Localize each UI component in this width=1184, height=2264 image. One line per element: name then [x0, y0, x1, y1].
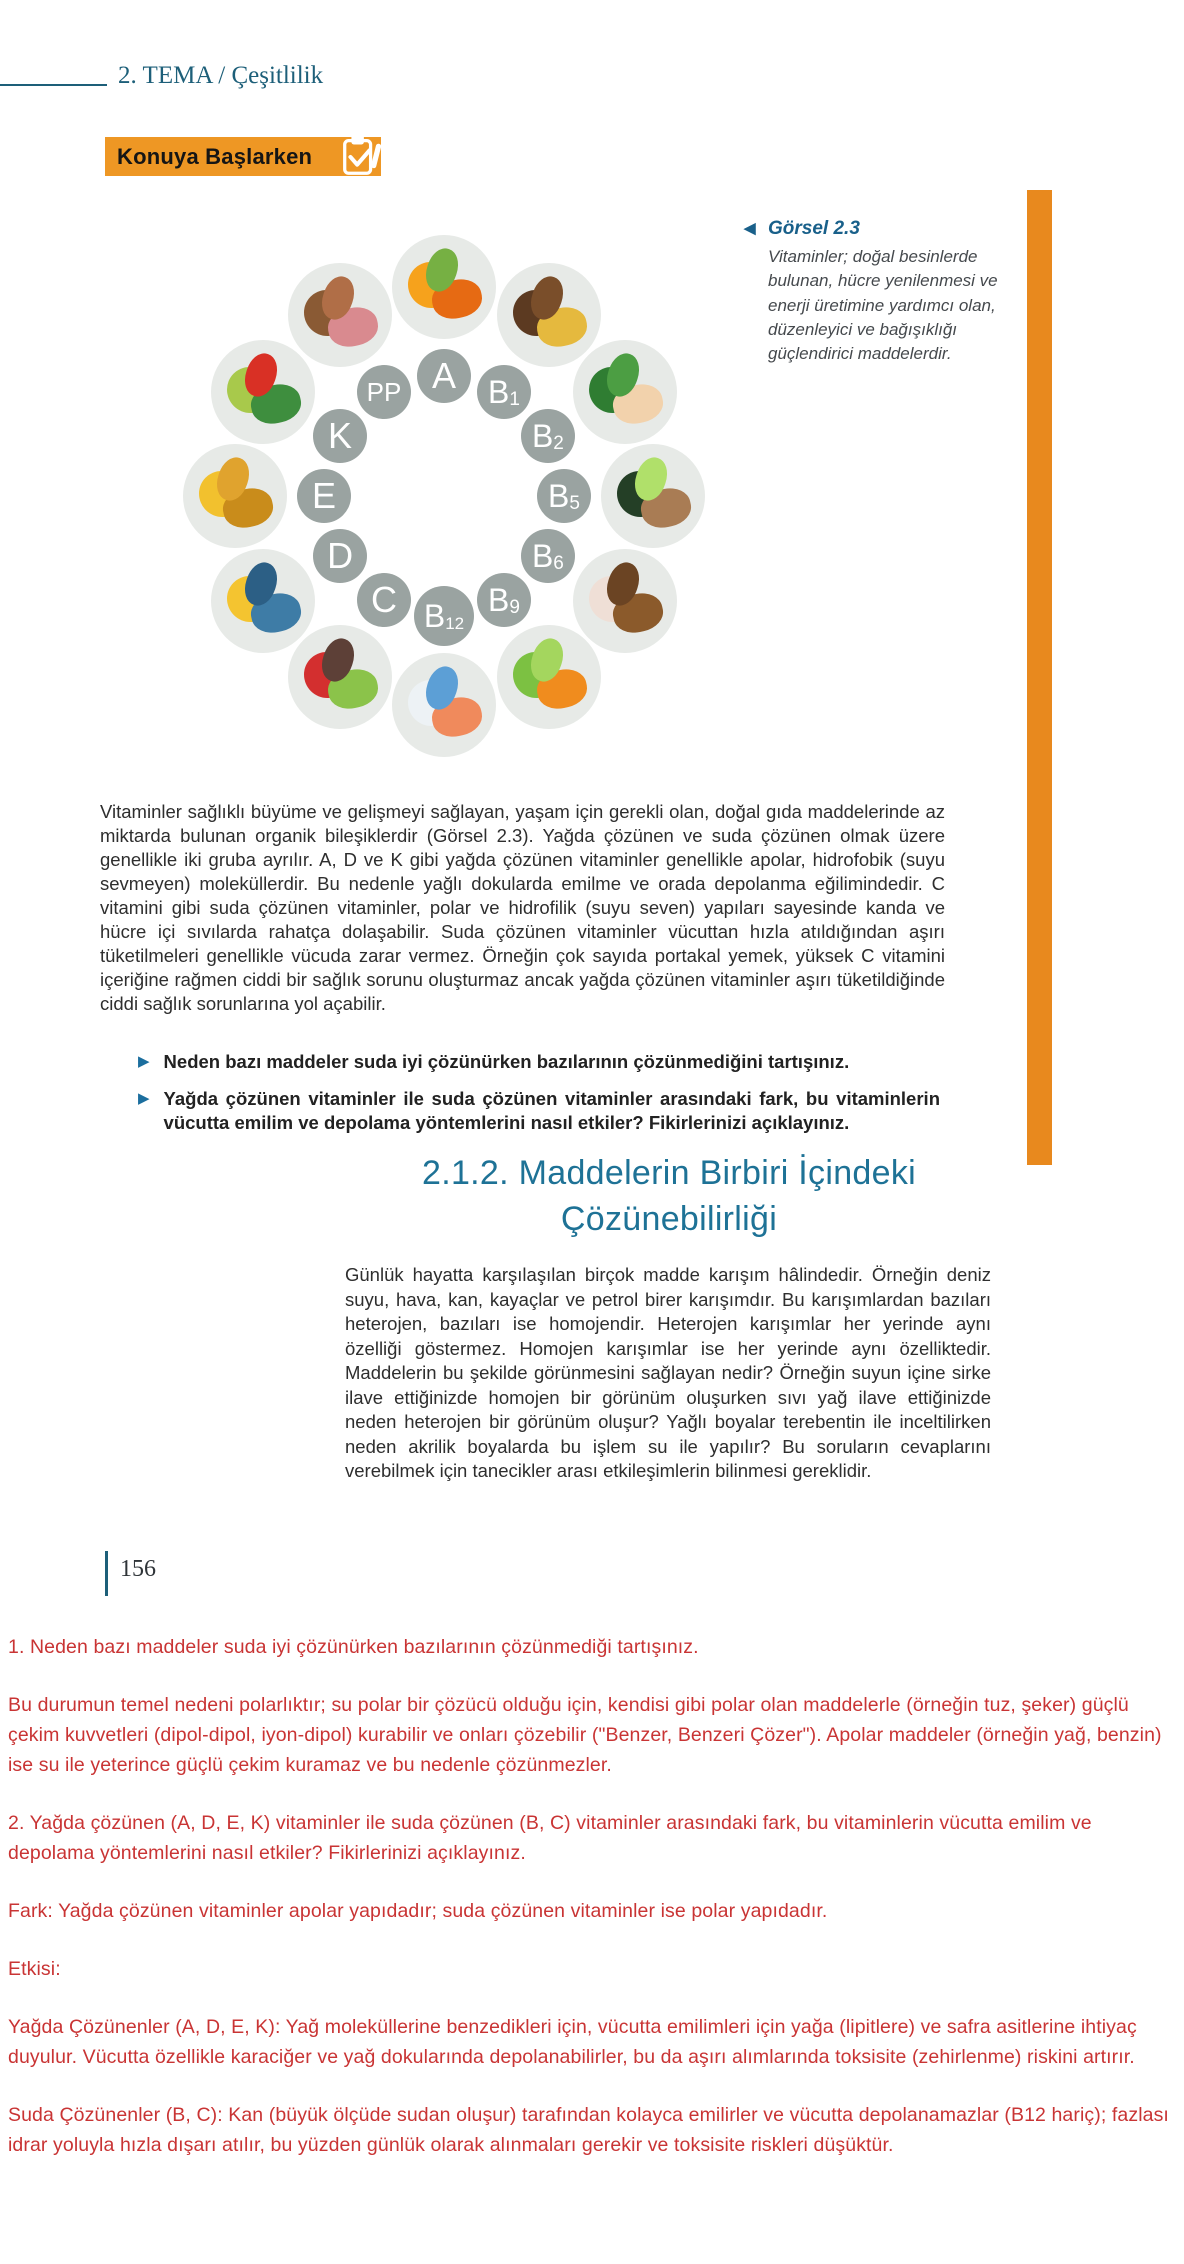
food-avocado-mushrooms — [601, 444, 705, 548]
caption-arrow-icon: ◀ — [744, 220, 756, 237]
bullet-item — [138, 1087, 940, 1135]
vitamin-letter: B — [423, 598, 446, 634]
answer-paragraph: Etkisi: — [8, 1958, 61, 1980]
food-milk-salmon — [392, 653, 496, 757]
food-cheese-fish — [211, 549, 315, 653]
vitamin-letter-subscript: 1 — [509, 389, 520, 411]
vitamin-letter: A — [431, 355, 456, 396]
vitamin-A — [417, 349, 471, 403]
vitamin-letter: B — [488, 374, 510, 411]
answer-paragraph: Bu durumun temel nedeni polarlıktır; su polar bir çözücü olduğu için, kendisi gibi polar olan maddelerle (örneğin tuz, şeker) güçlü çekim kuvvetleri (dipol-dipol, iyon-dipol) kurabilir ve onları çözebilir ("Benzer, Benzeri Çözer"). Apolar maddeler (örneğin yağ, benzin) ise su ile yeterince güçlü çekim kuramaz ve bu nedenle çözünmezler. — [8, 1694, 1162, 1776]
vitamin-letter: D — [327, 535, 354, 576]
answer-paragraph: 1. Neden bazı maddeler suda iyi çözünürken bazılarının çözünmediği tartışınız. — [8, 1636, 699, 1658]
intro-paragraph: Vitaminler sağlıklı büyüme ve gelişmeyi sağlayan, yaşam için gerekli olan, doğal gıda maddelerinde az miktarda bulunan organik bileşiklerdir (Görsel 2.3). Yağda çözünen ve suda çözünen olmak üzere genellikle iki gruba ayrılır. A, D ve K gibi yağda çözünen vitaminler genellikle apolar, hidrofobik (suyu sevmeyen) moleküllerdir. Bu nedenle yağlı dokularda emilme ve orada depolanma eğilimindedir. C vitamini gibi suda çözünen vitaminler, polar ve hidrofilik (suyu seven) yapıları sayesinde kanda ve hücre içi sıvılarda rahatça dolaşabilir. Suda çözünen vitaminler vücuttan hızla atıldığından aşırı tüketilmeleri genellikle vücuda zarar vermez. Örneğin çok sayıda portakal yemek, yüksek C vitamini içeriğine rağmen ciddi bir sağlık sorunu oluşturmaz ancak yağda çözünen vitaminler aşırı tüketildiğinde ciddi sağlık sorunlarına yol açabilir. — [100, 801, 945, 1014]
answers-section — [8, 1632, 1178, 2188]
food-garlic-walnuts — [573, 549, 677, 653]
figure-caption-text: Vitaminler; doğal besinlerde bulunan, hücre yenilenmesi ve enerji üretimine yardımcı olan, düzenleyici ve bağışıklığı güçlendirici maddelerdir. — [768, 247, 998, 364]
page-number: 156 — [120, 1556, 156, 1582]
vitamin-letter-subscript: 9 — [509, 596, 520, 618]
vitamin-B5 — [537, 469, 591, 523]
answer-paragraph: 2. Yağda çözünen (A, D, E, K) vitaminler ile suda çözünen (B, C) vitaminler arasındaki fark, bu vitaminlerin vücutta emilim ve depolama yöntemlerini nasıl etkiler? Fikirlerinizi açıklayınız. — [8, 1812, 1092, 1864]
vitamin-letter-subscript: 12 — [445, 614, 465, 633]
section-paragraph: Günlük hayatta karşılaşılan birçok madde karışım hâlindedir. Örneğin deniz suyu, hava, kan, kayaçlar ve petrol birer karışımdır. Bu karışımlardan bazıları heterojen, bazıları ise homojendir. Heterojen karışımlar her yerinde aynı özelliği göstermez. Homojen karışımlar ise her yerinde aynı özelliktedir. Maddelerin bu şekilde görünmesini sağlayan nedir? Örneğin suyun içine sirke ilave ettiğinizde homojen bir görünüm oluşurken sıvı yağ ilave ettiğinizde neden heterojen bir görünüm oluşur? Yağlı boyalar terebentin ile inceltilirken neden akrilik boyalarda bu işlem su ile yapılır? Bu soruların cevaplarını verebilmek için tanecikler arası etkileşimlerin bilinmesi gereklidir. — [345, 1264, 991, 1481]
figure-caption-title — [744, 218, 1006, 240]
section-heading-line1: 2.1.2. Maddelerin Birbiri İçindeki — [422, 1154, 916, 1192]
food-oranges-carrot — [392, 235, 496, 339]
food-cabbage-papaya — [497, 625, 601, 729]
bullet-arrow-icon: ▶ — [138, 1053, 150, 1070]
vitamin-letter: B — [488, 581, 510, 618]
figure-caption-number: Görsel 2.3 — [768, 218, 860, 239]
vitamin-letter-subscript: 6 — [553, 553, 564, 574]
vitamin-letter-subscript: 5 — [569, 493, 580, 514]
header-rule — [0, 84, 107, 86]
food-bread-potatoes — [497, 263, 601, 367]
vitamin-E — [297, 469, 351, 523]
bullet-text: Neden bazı maddeler suda iyi çözünürken bazılarının çözünmediğini tartışınız. — [163, 1051, 850, 1072]
vitamin-D — [313, 529, 367, 583]
vitamin-PP — [357, 365, 411, 419]
vitamin-letter-subscript: 2 — [553, 433, 564, 454]
food-red-pepper-kiwi — [288, 625, 392, 729]
orange-side-bar — [1027, 190, 1052, 1165]
figure-caption — [744, 218, 1006, 366]
discussion-bullets — [138, 1050, 940, 1148]
bullet-arrow-icon: ▶ — [138, 1090, 150, 1107]
section-heading — [345, 1150, 993, 1242]
topic-banner — [105, 137, 381, 176]
bullet-text: Yağda çözünen vitaminler ile suda çözünen vitaminler arasındaki fark, bu vitaminlerin vücutta emilim ve depolama yöntemlerini nasıl etkiler? Fikirlerinizi açıklayınız. — [163, 1088, 940, 1133]
vitamin-B1 — [477, 365, 531, 419]
vitamin-B12 — [414, 586, 474, 646]
vitamin-letter: B — [531, 418, 554, 454]
vitamin-letter: B — [531, 538, 554, 574]
vitamin-B2 — [521, 409, 575, 463]
vitamin-letter: C — [371, 578, 397, 620]
vitamin-letter: PP — [366, 377, 402, 408]
bullet-item — [138, 1050, 940, 1074]
food-broccoli-eggs — [573, 340, 677, 444]
answer-paragraph: Suda Çözünenler (B, C): Kan (büyük ölçüde sudan oluşur) tarafından kolayca emilirler ve vücutta depolanamazlar (B12 hariç); fazlası idrar yoluyla hızla dışarı atılır, bu yüzden günlük olarak alınmaları gerekir ve toksisite riskleri düşüktür. — [8, 2104, 1169, 2156]
vitamin-letter: B — [548, 478, 570, 514]
answer-paragraph: Yağda Çözünenler (A, D, E, K): Yağ moleküllerine benzedikleri için, vücutta emilimleri için yağa (lipitlere) ve safra asitlerine ihtiyaç duyulur. Vücutta özellikle karaciğer ve yağ dokularında depolanabilirler, bu da aşırı alımlarında toksisite (zehirlenme) riskini artırır. — [8, 2016, 1137, 2068]
answer-paragraph: Fark: Yağda çözünen vitaminler apolar yapıdadır; suda çözünen vitaminler ise polar yapıdadır. — [8, 1900, 828, 1922]
vitamin-letter: E — [311, 475, 336, 516]
food-chicken-meat — [288, 263, 392, 367]
food-corn-wheat — [183, 444, 287, 548]
vitamin-wheel-figure — [178, 230, 710, 762]
food-pear-cucumber-pepper — [211, 340, 315, 444]
tema-header: 2. TEMA / Çeşitlilik — [118, 62, 324, 89]
section-heading-line2: Çözünebilirliği — [560, 1200, 778, 1238]
topic-banner-label: Konuya Başlarken — [117, 143, 313, 169]
vitamin-B6 — [521, 529, 575, 583]
vitamin-letter: K — [328, 415, 353, 456]
vitamin-B9 — [477, 573, 531, 627]
vitamin-K — [313, 409, 367, 463]
page-number-rule — [105, 1551, 108, 1596]
vitamin-C — [357, 573, 411, 627]
checklist-icon — [338, 132, 384, 180]
